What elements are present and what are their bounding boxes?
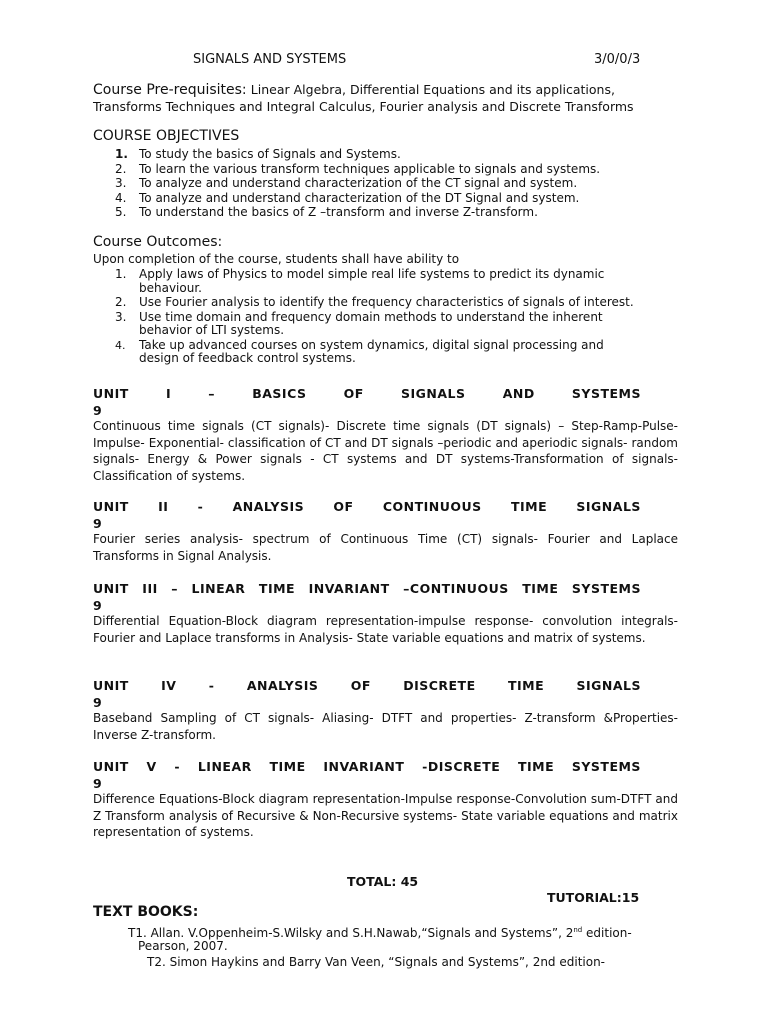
total-hours: TOTAL: 45 <box>347 874 419 889</box>
unit-1-heading: UNIT I – BASICS OF SIGNALS AND SYSTEMS <box>93 386 641 401</box>
prerequisites-line2: Transforms Techniques and Integral Calculus, Fourier analysis and Discrete Transforms <box>93 99 634 114</box>
list-item: 2. Use Fourier analysis to identify the frequency characteristics of signals of interest. <box>115 295 634 309</box>
unit-1-content: Continuous time signals (CT signals)- Discrete time signals (DT signals) – Step-Ramp-Pulse- Impulse- Exponential- classification of CT and DT signals –periodic and aperiodic signals- random signals- Energy & Power signals - CT systems and DT systems-Transformation of signals-Classification of systems. <box>93 419 678 483</box>
list-item: 5. To understand the basics of Z –transform and inverse Z-transform. <box>115 205 538 219</box>
list-item: 3. To analyze and understand characterization of the CT signal and system. <box>115 176 578 190</box>
objectives-list <box>93 147 600 220</box>
unit-3-content: Differential Equation-Block diagram representation-impulse response- convolution integrals-Fourier and Laplace transforms in Analysis- State variable equations and matrix of systems. <box>93 614 678 645</box>
textbook-t2: T2. Simon Haykins and Barry Van Veen, “Signals and Systems”, 2nd edition- <box>147 955 606 969</box>
unit-4-content: Baseband Sampling of CT signals- Aliasing- DTFT and properties- Z-transform &Properties-Inverse Z-transform. <box>93 711 678 742</box>
list-item: 1. Apply laws of Physics to model simple real life systems to predict its dynamic behaviour. <box>115 267 605 295</box>
unit-5-heading: UNIT V - LINEAR TIME INVARIANT -DISCRETE TIME SYSTEMS <box>93 759 641 774</box>
list-item: 1. To study the basics of Signals and Systems. <box>115 147 401 161</box>
unit-2-heading: UNIT II - ANALYSIS OF CONTINUOUS TIME SIGNALS <box>93 499 641 514</box>
list-item: 2. To learn the various transform techniques applicable to signals and systems. <box>115 161 601 176</box>
tutorial-hours: TUTORIAL:15 <box>547 890 640 905</box>
textbook-t1: T1. Allan. V.Oppenheim-S.Wilsky and S.H.Nawab,“Signals and Systems”, 2nd edition- <box>128 926 632 940</box>
unit-2-hours: 9 <box>93 516 102 531</box>
unit-4-heading: UNIT IV - ANALYSIS OF DISCRETE TIME SIGNALS <box>93 678 641 693</box>
prerequisites-label: Course Pre-requisites: <box>93 82 247 98</box>
unit-3-heading: UNIT III – LINEAR TIME INVARIANT –CONTINUOUS TIME SYSTEMS <box>93 581 641 596</box>
unit-5-content: Difference Equations-Block diagram representation-Impulse response-Convolution sum-DTFT and Z Transform analysis of Recursive & Non-Recursive systems- State variable equations and matrix representation of systems. <box>93 792 678 839</box>
outcomes-heading: Course Outcomes: <box>93 234 223 250</box>
list-item: 3. Use time domain and frequency domain methods to understand the inherent behavior of LTI systems. <box>115 309 603 337</box>
textbooks-heading: TEXT BOOKS: <box>93 904 199 920</box>
unit-2-content: Fourier series analysis- spectrum of Continuous Time (CT) signals- Fourier and Laplace Transforms in Signal Analysis. <box>93 532 678 563</box>
course-credits: 3/0/0/3 <box>594 52 641 67</box>
outcomes-list <box>93 268 634 366</box>
unit-3-hours: 9 <box>93 598 102 613</box>
objectives-heading: COURSE OBJECTIVES <box>93 128 240 144</box>
list-item: 4. Take up advanced courses on system dynamics, digital signal processing and design of feedback control systems. <box>115 337 604 365</box>
outcomes-intro: Upon completion of the course, students shall have ability to <box>93 252 460 266</box>
unit-5-hours: 9 <box>93 776 102 791</box>
prerequisites-line1 <box>93 82 615 99</box>
unit-4-hours: 9 <box>93 695 102 710</box>
prerequisites-text: Linear Algebra, Differential Equations and its applications, <box>250 82 615 97</box>
list-item: 4. To analyze and understand characterization of the DT Signal and system. <box>115 190 580 205</box>
textbook-t1-publisher: Pearson, 2007. <box>138 939 228 953</box>
unit-1-hours: 9 <box>93 403 102 418</box>
course-title: SIGNALS AND SYSTEMS <box>193 52 347 67</box>
